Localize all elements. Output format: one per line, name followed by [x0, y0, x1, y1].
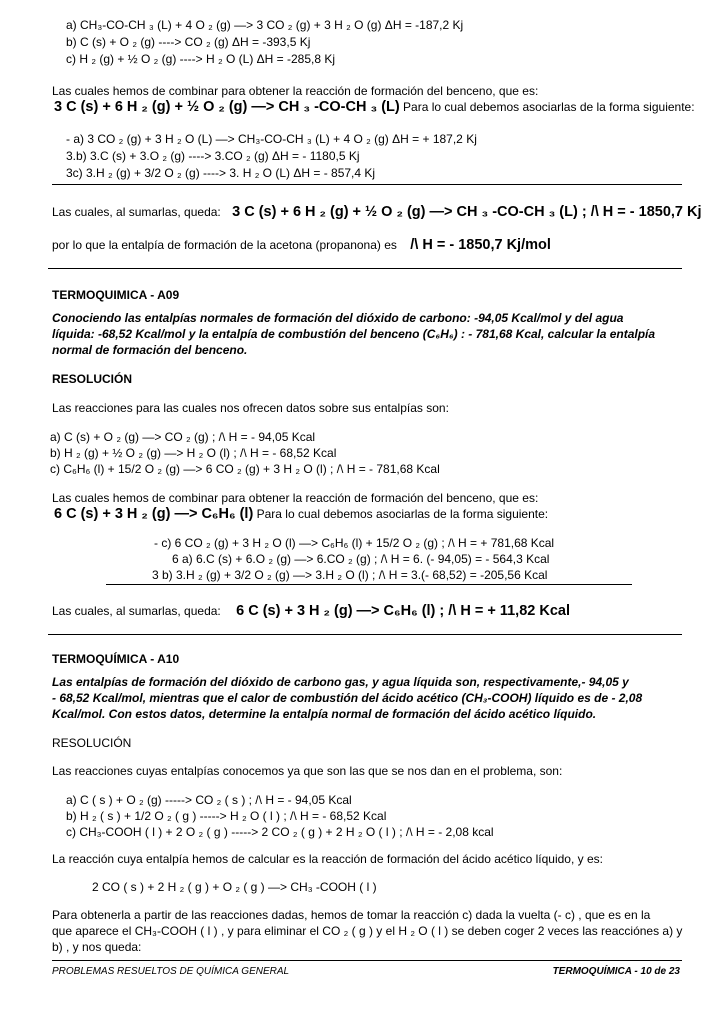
footer-rule	[52, 960, 682, 961]
section-title-a10: TERMOQUÍMICA - A10	[52, 652, 180, 666]
resolution-heading-a09: RESOLUCIÓN	[52, 372, 133, 386]
sum-row	[52, 205, 702, 219]
final-label: por lo que la entalpía de formación de la acetona (propanona) es	[52, 238, 397, 252]
a10-target-equation: 2 CO ( s ) + 2 H ₂ ( g ) + O ₂ ( g ) —> CH₃ -COOH ( l )	[92, 880, 377, 894]
sum-result: 3 C (s) + 6 H ₂ (g) + ½ O ₂ (g) —> CH ₃ -CO-CH ₃ (L) ; /\ H = - 1850,7 Kj	[232, 204, 702, 220]
reaction-b: b) C (s) + O ₂ (g) ----> CO ₂ (g) ΔH = -393,5 Kj	[66, 35, 311, 49]
a09-target-reaction	[54, 507, 548, 521]
a10-paragraph-line3: b) , y nos queda:	[52, 940, 142, 954]
a09-sum-row	[52, 604, 570, 618]
a09-reaction-b: b) H ₂ (g) + ½ O ₂ (g) —> H ₂ O (l) ; /\ H = - 68,52 Kcal	[50, 446, 337, 460]
statement-a09-line2: líquida: -68,52 Kcal/mol y la entalpía de combustión del benceno (C₆H₆) : - 781,68 Kcal, calcular la entalpía	[52, 327, 656, 341]
modified-reaction-1: - a) 3 CO ₂ (g) + 3 H ₂ O (L) —> CH₃-CO-CH ₃ (L) + 4 O ₂ (g) ΔH = + 187,2 Kj	[66, 132, 477, 146]
reaction-a: a) CH₃-CO-CH ₃ (L) + 4 O ₂ (g) —> 3 CO ₂ (g) + 3 H ₂ O (g) ΔH = -187,2 Kj	[66, 18, 464, 32]
combine-text: Las cuales hemos de combinar para obtener la reacción de formación del benceno, que es:	[52, 84, 539, 98]
a10-reaction-a: a) C ( s ) + O ₂ (g) -----> CO ₂ ( s ) ; /\ H = - 94,05 Kcal	[66, 793, 352, 807]
a10-sentence: La reacción cuya entalpía hemos de calcular es la reacción de formación del ácido acético líquido, y es:	[52, 852, 603, 866]
final-row	[52, 238, 551, 252]
a10-reaction-b: b) H ₂ ( s ) + 1/2 O ₂ ( g ) -----> H ₂ O ( l ) ; /\ H = - 68,52 Kcal	[66, 809, 387, 823]
a09-modified-reaction-2: 6 a) 6.C (s) + 6.O ₂ (g) —> 6.CO ₂ (g) ; /\ H = 6. (- 94,05) = - 564,3 Kcal	[172, 552, 550, 566]
a09-divider	[106, 584, 632, 585]
target-reaction	[54, 100, 695, 114]
reaction-c: c) H ₂ (g) + ½ O ₂ (g) ----> H ₂ O (L) ΔH = -285,8 Kj	[66, 52, 336, 66]
section-title-a09: TERMOQUIMICA - A09	[52, 288, 180, 302]
footer-page-number: TERMOQUÍMICA - 10 de 23	[552, 966, 680, 977]
resolution-heading-a10: RESOLUCIÓN	[52, 736, 132, 750]
a09-reaction-c: c) C₆H₆ (l) + 15/2 O ₂ (g) —> 6 CO ₂ (g) + 3 H ₂ O (l) ; /\ H = - 781,68 Kcal	[50, 462, 440, 476]
section-divider	[48, 268, 682, 269]
a10-reaction-c: c) CH₃-COOH ( l ) + 2 O ₂ ( g ) -----> 2 CO ₂ ( g ) + 2 H ₂ O ( l ) ; /\ H = - 2,08 kcal	[66, 825, 494, 839]
a09-target-text: Para lo cual debemos asociarlas de la forma siguiente:	[253, 507, 549, 521]
divider	[52, 184, 682, 185]
statement-a09-line1: Conociendo las entalpías normales de formación del dióxido de carbono: -94,05 Kcal/mol y del agua	[52, 311, 624, 325]
target-reaction-text: Para lo cual debemos asociarlas de la forma siguiente:	[399, 100, 695, 114]
a09-modified-reaction-1: - c) 6 CO ₂ (g) + 3 H ₂ O (l) —> C₆H₆ (l) + 15/2 O ₂ (g) ; /\ H = + 781,68 Kcal	[154, 536, 555, 550]
sum-label: Las cuales, al sumarlas, queda:	[52, 205, 221, 219]
final-value: /\ H = - 1850,7 Kj/mol	[410, 237, 551, 253]
a09-target-formula: 6 C (s) + 3 H ₂ (g) —> C₆H₆ (l)	[54, 506, 254, 522]
a09-sum-result: 6 C (s) + 3 H ₂ (g) —> C₆H₆ (l) ; /\ H = + 11,82 Kcal	[236, 603, 570, 619]
target-reaction-formula: 3 C (s) + 6 H ₂ (g) + ½ O ₂ (g) —> CH ₃ -CO-CH ₃ (L)	[54, 99, 400, 115]
a09-sum-label: Las cuales, al sumarlas, queda:	[52, 604, 221, 618]
intro-a10: Las reacciones cuyas entalpías conocemos ya que son las que se nos dan en el problema, son:	[52, 764, 563, 778]
a09-reaction-a: a) C (s) + O ₂ (g) —> CO ₂ (g) ; /\ H = - 94,05 Kcal	[50, 430, 316, 444]
modified-reaction-2: 3.b) 3.C (s) + 3.O ₂ (g) ----> 3.CO ₂ (g) ΔH = - 1180,5 Kj	[66, 149, 360, 163]
statement-a10-line1: Las entalpías de formación del dióxido de carbono gas, y agua líquida son, respectivamente,- 94,05 y	[52, 675, 629, 689]
statement-a10-line3: Kcal/mol. Con estos datos, determine la entalpía normal de formación del ácido acético líquido.	[52, 707, 597, 721]
section-divider-a10	[48, 634, 682, 635]
a09-combine-text: Las cuales hemos de combinar para obtener la reacción de formación del benceno, que es:	[52, 491, 539, 505]
modified-reaction-3: 3c) 3.H ₂ (g) + 3/2 O ₂ (g) ----> 3. H ₂ O (L) ΔH = - 857,4 Kj	[66, 166, 376, 180]
footer-left: PROBLEMAS RESUELTOS DE QUÍMICA GENERAL	[52, 966, 290, 977]
a09-modified-reaction-3: 3 b) 3.H ₂ (g) + 3/2 O ₂ (g) —> 3.H ₂ O (l) ; /\ H = 3.(- 68,52) = -205,56 Kcal	[152, 568, 548, 582]
statement-a09-line3: normal de formación del benceno.	[52, 343, 248, 357]
a10-paragraph-line2: que aparece el CH₃-COOH ( l ) , y para eliminar el CO ₂ ( g ) y el H ₂ O ( l ) se deben coger 2 veces las reacciónes a) y	[52, 924, 683, 938]
statement-a10-line2: - 68,52 Kcal/mol, mientras que el calor de combustión del ácido acético (CH₃-COOH) líquido es de - 2,08	[52, 691, 643, 705]
intro-a09: Las reacciones para las cuales nos ofrecen datos sobre sus entalpías son:	[52, 401, 449, 415]
a10-paragraph-line1: Para obtenerla a partir de las reacciones dadas, hemos de tomar la reacción c) dada la vuelta (- c) , que es en la	[52, 908, 651, 922]
